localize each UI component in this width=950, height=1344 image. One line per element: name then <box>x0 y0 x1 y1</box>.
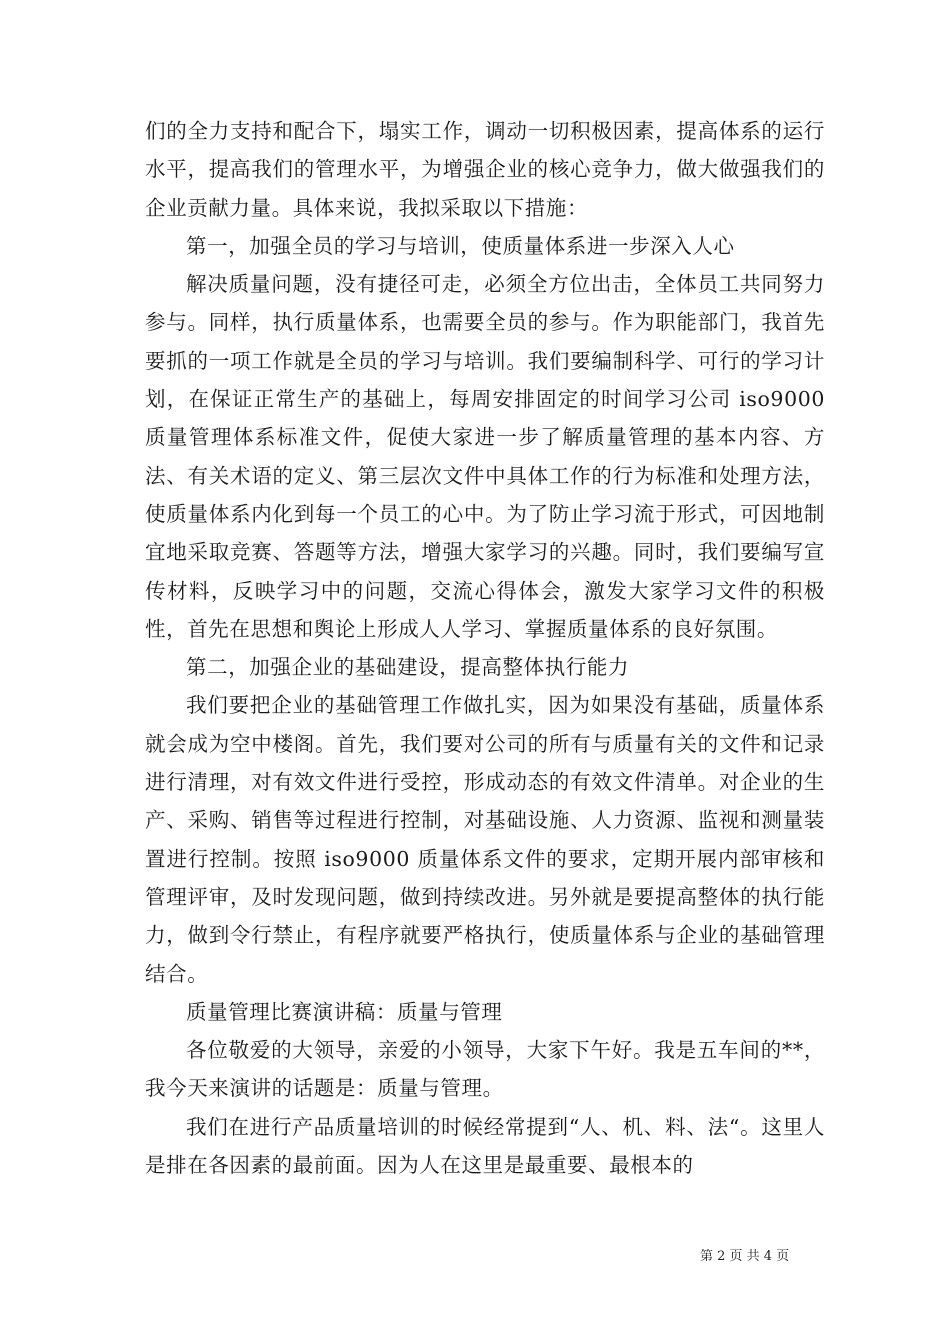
paragraph-greeting: 各位敬爱的大领导，亲爱的小领导，大家下午好。我是五车间的**，我今天来演讲的话题是：质量与管理。 <box>145 1038 825 1101</box>
paragraph-continuation: 们的全力支持和配合下，塌实工作，调动一切积极因素，提高体系的运行水平，提高我们的管理水平，为增强企业的核心竞争力，做大做强我们的企业贡献力量。具体来说，我拟采取以下措施： <box>145 119 825 220</box>
section-heading-first: 第一，加强全员的学习与培训，使质量体系进一步深入人心 <box>186 233 735 258</box>
paragraph-people-machine: 我们在进行产品质量培训的时候经常提到“人、机、料、法“。这里人是排在各因素的最前面。因为人在这里是最重要、最根本的 <box>145 1114 825 1178</box>
page-number: 第 2 页 共 4 页 <box>700 1249 790 1264</box>
speech-title: 质量管理比赛演讲稿：质量与管理 <box>186 999 503 1024</box>
paragraph-foundation: 我们要把企业的基础管理工作做扎实，因为如果没有基础，质量体系就会成为空中楼阁。首先，我们要对公司的所有与质量有关的文件和记录进行清理，对有效文件进行受控，形成动态的有效文件清单。对企业的生产、采购、销售等过程进行控制，对基础设施、人力资源、监视和测量装置进行控制。按照 iso9000 质量体系文件的要求，定期开展内部审核和管理评审，及时发现问题，做到持续改进。另外就是要提高整体的执行能力，做到令行禁止，有程序就要严格执行，使质量体系与企业的基础管理结合。 <box>145 693 825 986</box>
paragraph-training: 解决质量问题，没有捷径可走，必须全方位出击，全体员工共同努力参与。同样，执行质量体系，也需要全员的参与。作为职能部门，我首先要抓的一项工作就是全员的学习与培训。我们要编制科学、可行的学习计划，在保证正常生产的基础上，每周安排固定的时间学习公司 iso9000 质量管理体系标准文件，促使大家进一步了解质量管理的基本内容、方法、有关术语的定义、第三层次文件中具体工作的行为标准和处理方法，使质量体系内化到每一个员工的心中。为了防止学习流于形式，可因地制宜地采取竞赛、答题等方法，增强大家学习的兴趣。同时，我们要编写宣传材料，反映学习中的问题，交流心得体会，激发大家学习文件的积极性，首先在思想和舆论上形成人人学习、掌握质量体系的良好氛围。 <box>145 272 825 641</box>
document-body <box>145 112 825 1184</box>
section-heading-second: 第二，加强企业的基础建设，提高整体执行能力 <box>186 655 630 680</box>
